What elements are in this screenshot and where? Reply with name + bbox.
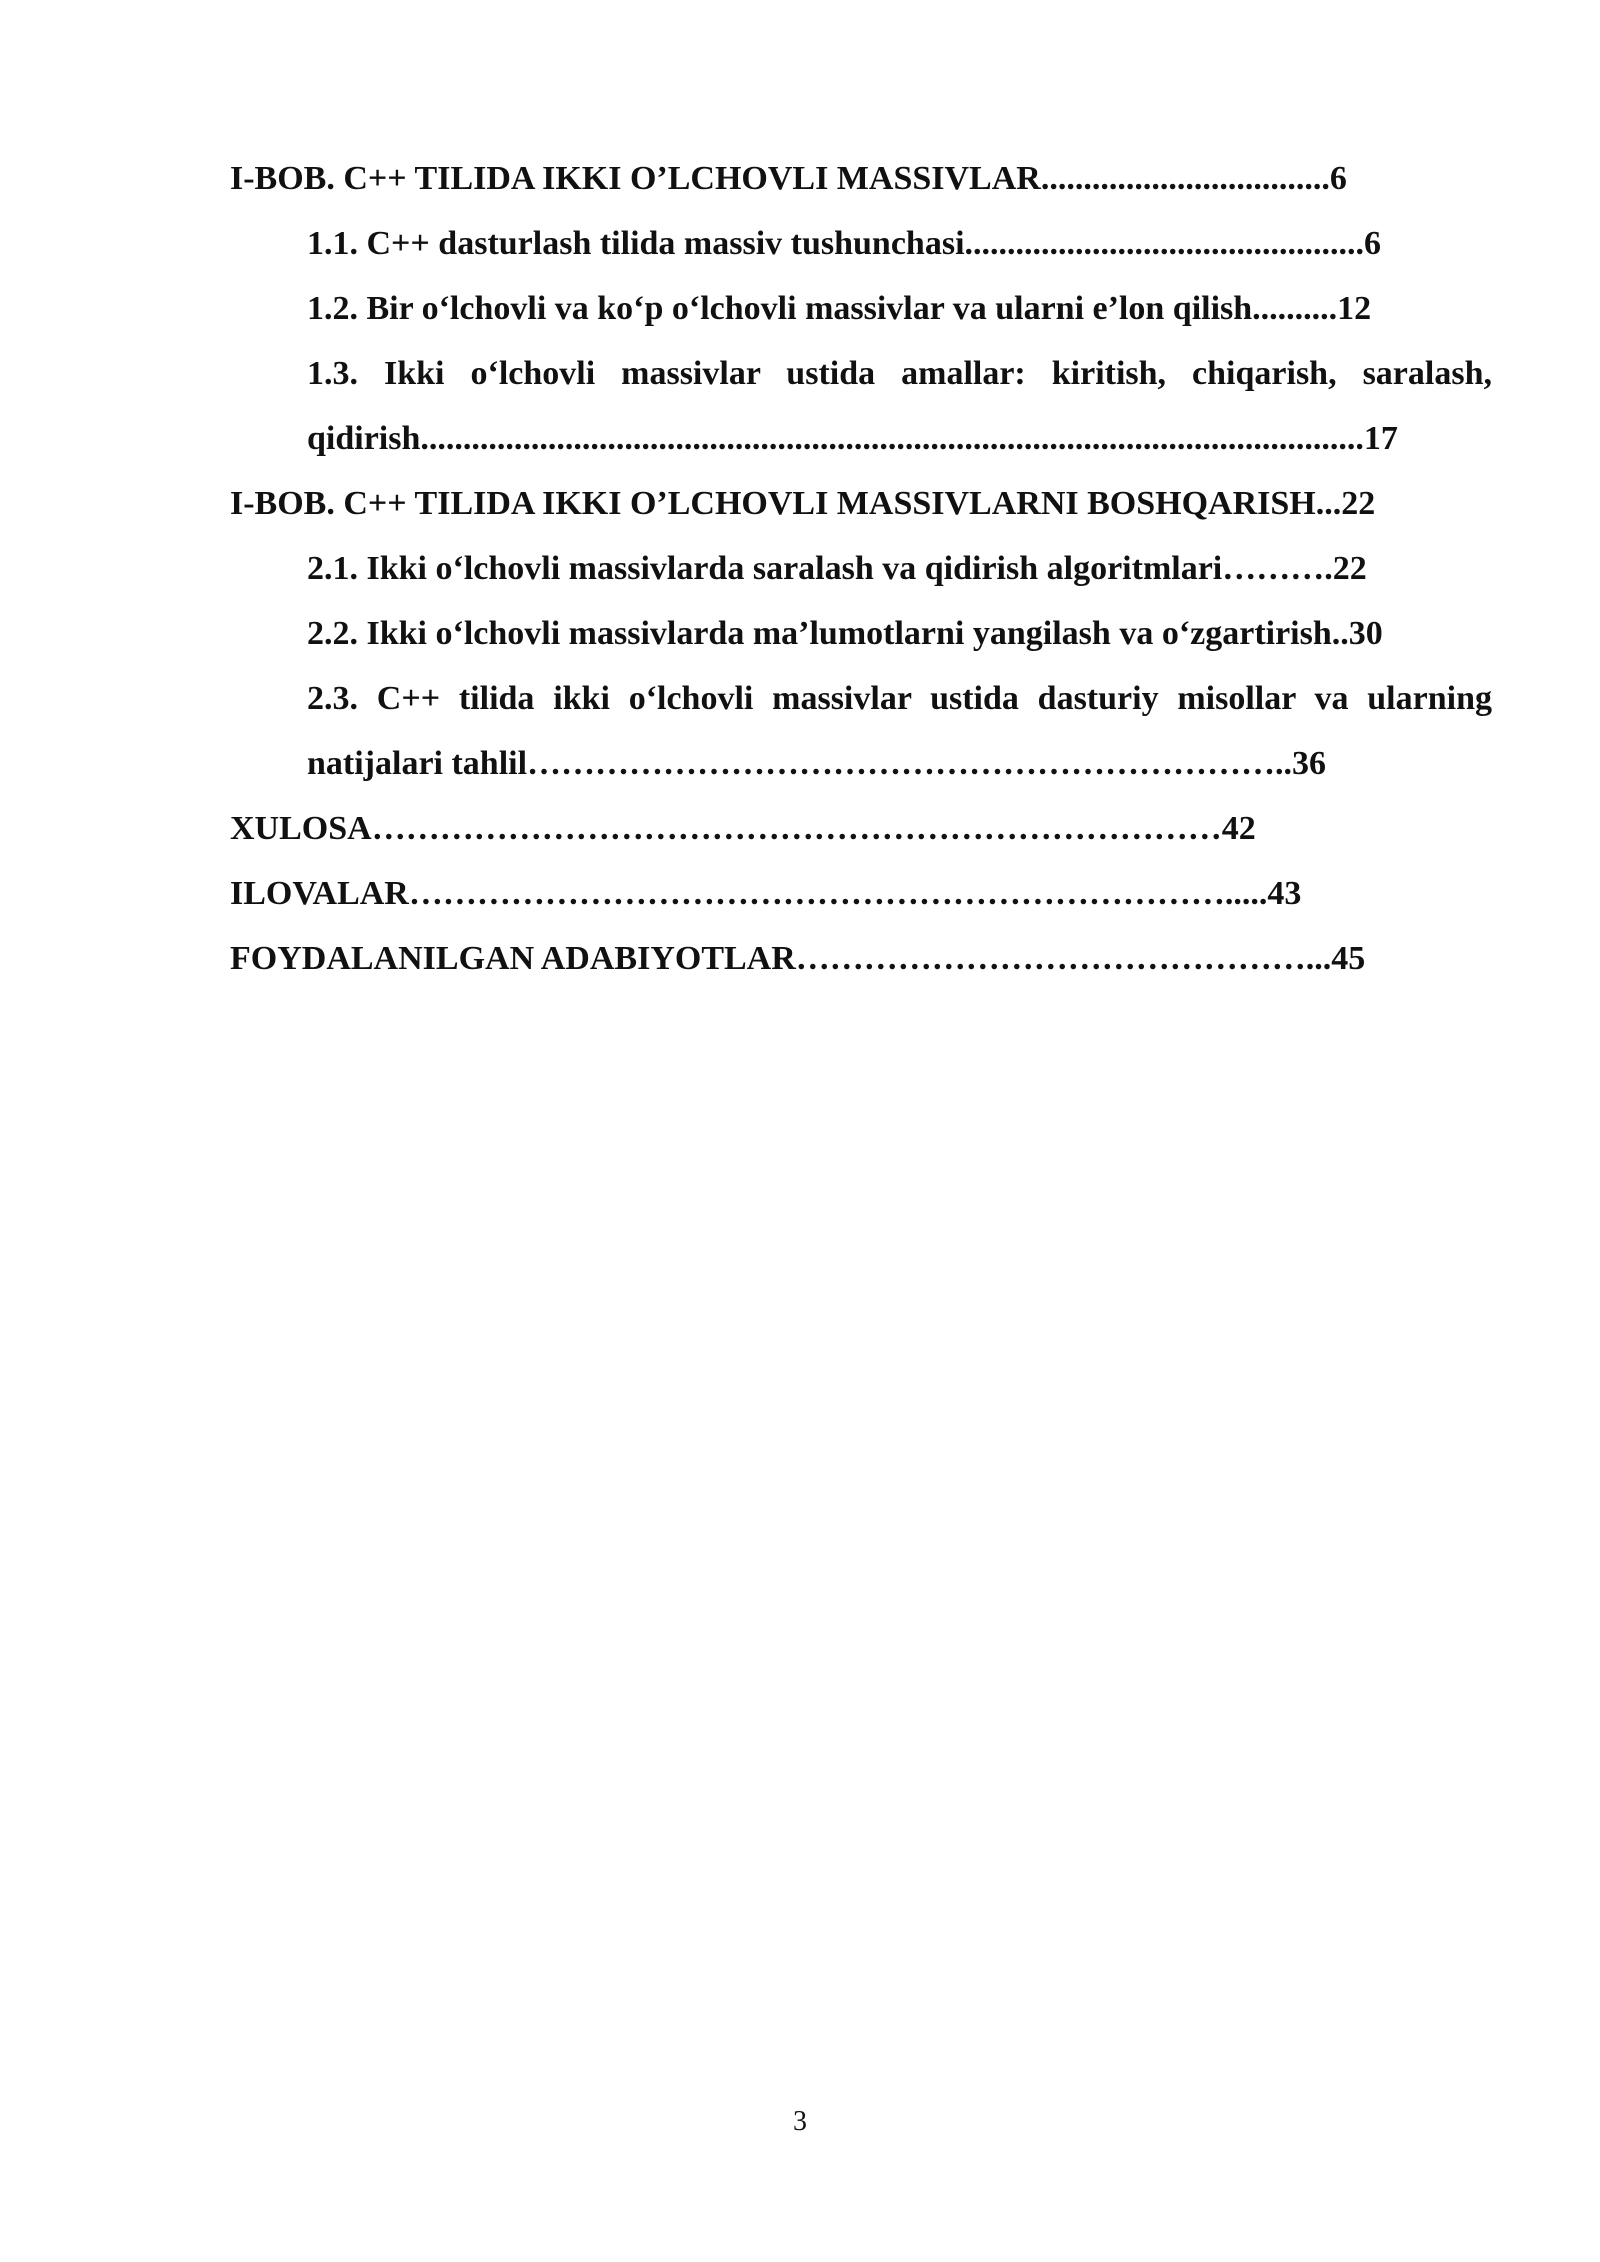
toc-entry-2-2 (230, 601, 1492, 666)
toc-entry-2-3 (230, 666, 1492, 796)
toc-entry-1-1 (230, 211, 1492, 276)
toc-entry-text: 1.2. Bir oʻlchovli va koʻp oʻlchovli massivlar va ularni e’lon qilish..........12 (307, 290, 1372, 327)
page-number: 3 (793, 2106, 807, 2137)
toc-entry-text: I-BOB. C++ TILIDA IKKI O’LCHOVLI MASSIVLARNI BOSHQARISH...22 (230, 485, 1376, 522)
toc-entry-text: 1.3. Ikki oʻlchovli massivlar ustida amallar: kiritish, chiqarish, saralash, qidirish...............................................................................................................17 (307, 355, 1492, 457)
toc-entry-1-2 (230, 276, 1492, 341)
toc-entry-ilovalar (230, 861, 1492, 926)
toc-entry-chapter-2 (230, 471, 1492, 536)
toc-entry-text: 2.2. Ikki oʻlchovli massivlarda ma’lumotlarni yangilash va oʻzgartirish..30 (307, 615, 1383, 652)
toc-entry-text: I-BOB. C++ TILIDA IKKI O’LCHOVLI MASSIVLAR..................................6 (230, 160, 1347, 197)
toc-entry-2-1 (230, 536, 1492, 601)
toc-entry-chapter-1 (230, 146, 1492, 211)
toc-entry-text: ILOVALAR……………………………………………………………….....43 (230, 875, 1302, 912)
toc-entry-text: XULOSA…………………………………………………………………42 (230, 810, 1256, 847)
toc-entry-adabiyotlar (230, 926, 1492, 991)
toc-entry-text: 2.3. C++ tilida ikki oʻlchovli massivlar ustida dasturiy misollar va ularning natijalari tahlil…………………………………………………………..36 (307, 680, 1492, 782)
toc-entry-text: FOYDALANILGAN ADABIYOTLAR………………………………………...45 (230, 940, 1366, 977)
toc-entry-text: 2.1. Ikki oʻlchovli massivlarda saralash va qidirish algoritmlari……….22 (307, 550, 1367, 587)
table-of-contents (230, 146, 1492, 991)
toc-entry-xulosa (230, 796, 1492, 861)
toc-entry-text: 1.1. C++ dasturlash tilida massiv tushunchasi...............................................6 (307, 225, 1382, 262)
toc-entry-1-3 (230, 341, 1492, 471)
